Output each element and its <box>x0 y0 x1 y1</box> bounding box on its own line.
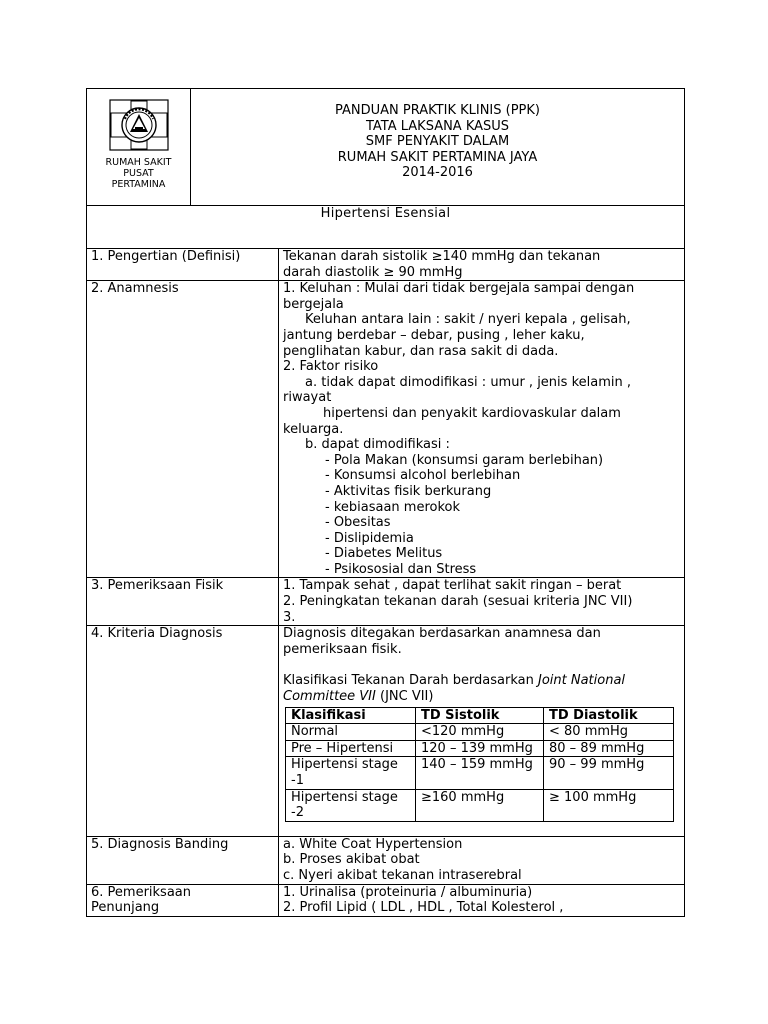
row-kriteria <box>87 626 685 837</box>
text-line: keluarga. <box>283 421 344 437</box>
logo-caption-line: PERTAMINA <box>111 178 166 190</box>
row-pengertian <box>87 249 685 281</box>
header-line: 2014-2016 <box>402 165 473 181</box>
text-line: hipertensi dan penyakit kardiovaskular dalam <box>323 405 621 421</box>
list-item: - kebiasaan merokok <box>325 499 461 515</box>
row-anamnesis <box>87 281 685 578</box>
table-row <box>286 724 674 741</box>
table-cell: Hipertensi stage -1 <box>286 757 416 789</box>
row-penunjang <box>87 884 685 916</box>
text-line: b. dapat dimodifikasi : <box>305 437 450 453</box>
list-item: - Aktivitas fisik berkurang <box>325 483 492 499</box>
table-cell: <120 mmHg <box>416 724 544 741</box>
list-item: - Pola Makan (konsumsi garam berlebihan) <box>325 452 604 468</box>
klas-suffix: (JNC VII) <box>375 689 434 705</box>
header-line: SMF PENYAKIT DALAM <box>365 134 510 150</box>
table-cell: Normal <box>286 724 416 741</box>
table-header: Klasifikasi <box>286 707 416 724</box>
klas-italic: Committee VII <box>283 689 376 705</box>
table-cell: Hipertensi stage -2 <box>286 789 416 821</box>
text-line <box>283 673 680 689</box>
content-kriteria <box>279 626 685 837</box>
table-cell: Pre – Hipertensi <box>286 740 416 757</box>
ppk-document <box>86 88 684 917</box>
row-banding <box>87 836 685 884</box>
text-line: penglihatan kabur, dan rasa sakit di dada. <box>283 343 559 359</box>
label-anamnesis: 2. Anamnesis <box>87 281 279 578</box>
label-fisik: 3. Pemeriksaan Fisik <box>87 578 279 626</box>
table-cell: < 80 mmHg <box>544 724 674 741</box>
text-line: 2. Profil Lipid ( LDL , HDL , Total Kolesterol , <box>283 900 564 916</box>
text-line: 2. Faktor risiko <box>283 359 379 375</box>
table-row <box>286 757 674 789</box>
text-line: a. tidak dapat dimodifikasi : umur , jenis kelamin , <box>305 374 631 390</box>
text-line: darah diastolik ≥ 90 mmHg <box>283 264 463 280</box>
logo-caption-line: RUMAH SAKIT <box>105 156 172 168</box>
content-fisik <box>279 578 685 626</box>
label-line: 6. Pemeriksaan <box>91 884 192 900</box>
klas-italic: Joint National <box>538 673 626 689</box>
table-cell: 140 – 159 mmHg <box>416 757 544 789</box>
header-line: PANDUAN PRAKTIK KLINIS (PPK) <box>335 103 540 118</box>
title-row <box>87 206 685 249</box>
header-row <box>87 89 685 206</box>
list-item: - Dislipidemia <box>325 530 414 546</box>
text-line: 1. Tampak sehat , dapat terlihat sakit ringan – berat <box>283 578 622 594</box>
klas-prefix: Klasifikasi Tekanan Darah berdasarkan <box>283 673 538 689</box>
text-line: Tekanan darah sistolik ≥140 mmHg dan tekanan <box>283 249 601 264</box>
list-item: - Psikososial dan Stress <box>325 561 477 577</box>
label-kriteria: 4. Kriteria Diagnosis <box>87 626 279 837</box>
table-header-row <box>286 707 674 724</box>
page-title: Hipertensi Esensial <box>87 206 685 249</box>
table-row <box>286 789 674 821</box>
text-line <box>283 689 680 705</box>
header-text <box>191 89 685 206</box>
label-line: Penunjang <box>91 900 160 916</box>
table-cell: ≥160 mmHg <box>416 789 544 821</box>
logo-cell <box>87 89 191 206</box>
list-item: - Diabetes Melitus <box>325 546 443 562</box>
list-item: - Konsumsi alcohol berlebihan <box>325 468 521 484</box>
label-penunjang <box>87 884 279 916</box>
content-banding <box>279 836 685 884</box>
text-line: 3. <box>283 609 296 625</box>
label-banding: 5. Diagnosis Banding <box>87 836 279 884</box>
ppk-table <box>86 88 685 917</box>
table-cell: 90 – 99 mmHg <box>544 757 674 789</box>
text-line: Diagnosis ditegakan berdasarkan anamnesa dan <box>283 626 601 642</box>
logo-caption-line: PUSAT <box>123 167 154 179</box>
table-header: TD Diastolik <box>544 707 674 724</box>
table-header: TD Sistolik <box>416 707 544 724</box>
text-line: 1. Urinalisa (proteinuria / albuminuria) <box>283 884 533 900</box>
text-line: 1. Keluhan : Mulai dari tidak bergejala sampai dengan <box>283 281 635 297</box>
text-line: 2. Peningkatan tekanan darah (sesuai kriteria JNC VII) <box>283 594 633 610</box>
table-cell: 120 – 139 mmHg <box>416 740 544 757</box>
text-line: bergejala <box>283 296 344 312</box>
text-line: pemeriksaan fisik. <box>283 641 402 657</box>
header-line: RUMAH SAKIT PERTAMINA JAYA <box>337 149 538 165</box>
table-row <box>286 740 674 757</box>
text-line: riwayat <box>283 390 332 406</box>
text-line: b. Proses akibat obat <box>283 852 420 868</box>
header-line: TATA LAKSANA KASUS <box>365 118 510 134</box>
table-cell: ≥ 100 mmHg <box>544 789 674 821</box>
content-pengertian <box>279 249 685 281</box>
classification-table <box>285 707 674 822</box>
pertamina-logo-icon <box>109 99 169 151</box>
list-item: - Obesitas <box>325 515 391 531</box>
label-pengertian: 1. Pengertian (Definisi) <box>87 249 279 281</box>
table-cell: 80 – 89 mmHg <box>544 740 674 757</box>
text-line: Keluhan antara lain : sakit / nyeri kepala , gelisah, <box>305 312 631 328</box>
text-line: a. White Coat Hypertension <box>283 836 463 852</box>
text-line: jantung berdebar – debar, pusing , leher kaku, <box>283 327 585 343</box>
content-anamnesis <box>279 281 685 578</box>
content-penunjang <box>279 884 685 916</box>
row-fisik <box>87 578 685 626</box>
text-line: c. Nyeri akibat tekanan intraserebral <box>283 867 522 883</box>
